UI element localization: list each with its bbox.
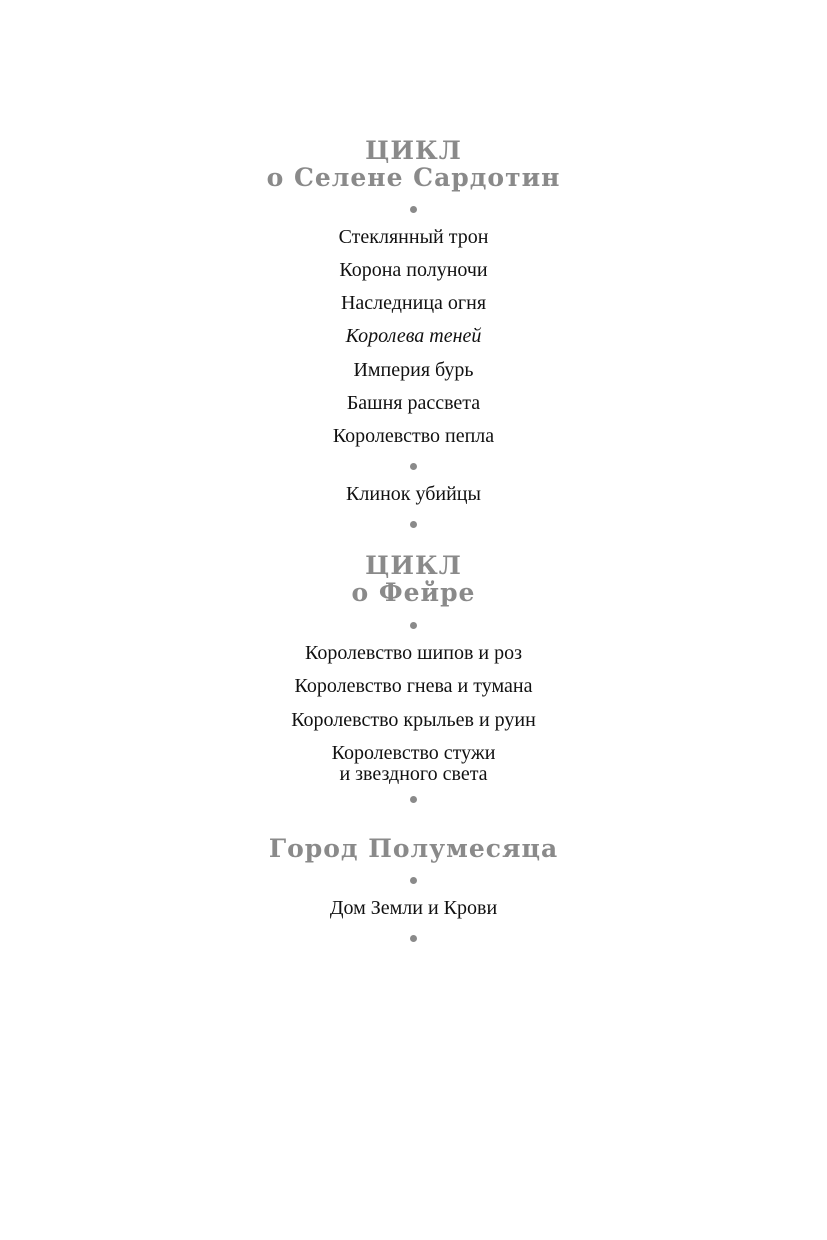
book-title: Дом Земли и Крови — [329, 897, 498, 919]
separator-dot — [410, 796, 417, 803]
book-title: Клинок убийцы — [346, 483, 481, 505]
separator-dot — [410, 877, 417, 884]
book-title: Королевство пепла — [332, 425, 495, 447]
book-title: Королевство стужи — [331, 742, 496, 764]
section-heading-series-name: о Селене Сардотин — [266, 163, 561, 192]
book-title: Наследница огня — [340, 292, 487, 314]
separator-dot — [410, 622, 417, 629]
book-title: Империя бурь — [353, 359, 474, 381]
separator-dot — [410, 935, 417, 942]
separator-dot — [410, 206, 417, 213]
book-title-continuation: и звездного света — [339, 763, 488, 785]
book-title: Башня рассвета — [346, 392, 481, 414]
separator-dot — [410, 521, 417, 528]
book-title: Королевство гнева и тумана — [294, 675, 533, 697]
section-heading-cycle: ЦИКЛ — [365, 136, 462, 165]
book-title: Королевство крыльев и руин — [291, 709, 536, 731]
section-heading-cycle: ЦИКЛ — [365, 551, 462, 580]
separator-dot — [410, 463, 417, 470]
section-heading-series-name: Город Полумесяца — [268, 834, 559, 863]
book-title: Королевство шипов и роз — [304, 642, 523, 664]
book-title: Корона полуночи — [339, 259, 488, 281]
section-heading-series-name: о Фейре — [351, 578, 476, 607]
book-title: Стеклянный трон — [338, 226, 489, 248]
book-title-current: Королева теней — [345, 325, 482, 347]
